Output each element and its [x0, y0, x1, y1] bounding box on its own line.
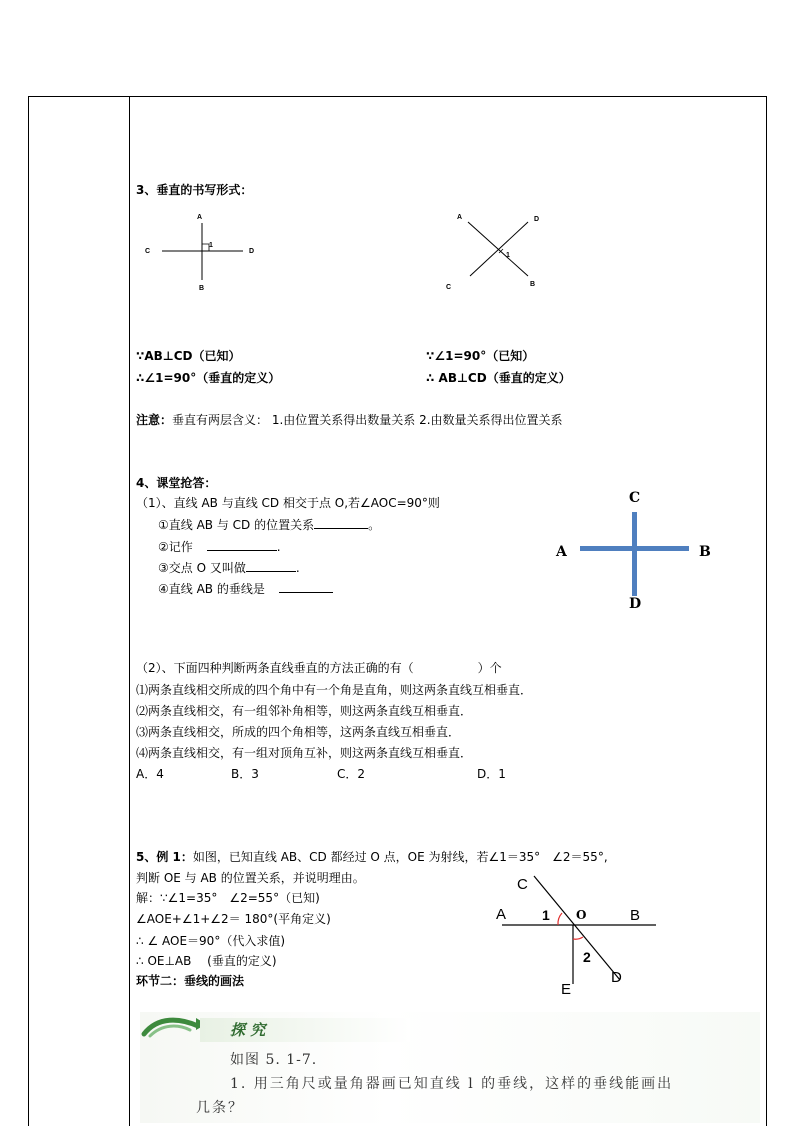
- fig1-label-b: B: [199, 285, 205, 292]
- q1-text: （1）、直线 AB 与直线 CD 相交于点 O,若∠AOC=90°则: [136, 496, 440, 510]
- left-proof-line-1: ∵AB⊥CD（已知）: [136, 349, 241, 363]
- banner-title: 探 究: [230, 1021, 266, 1039]
- excerpt-question-1: 1. 用三角尺或量角器画已知直线 l 的垂线，这样的垂线能画出: [230, 1076, 674, 1092]
- section3-title: 3、垂直的书写形式：: [136, 183, 253, 197]
- example-label-b: B: [630, 907, 641, 924]
- fig2-label-a: A: [457, 214, 463, 221]
- fig2-label-d: D: [534, 216, 540, 223]
- solution-line-4: ∴ OE⊥AB (垂直的定义): [136, 954, 277, 968]
- option-a[interactable]: A．4: [136, 767, 164, 781]
- fig2-label-c: C: [446, 284, 452, 291]
- answer-blank[interactable]: [207, 539, 277, 551]
- answer-blank[interactable]: [314, 517, 368, 529]
- solution-line-1: 解：∵∠1=35° ∠2=55°（已知): [136, 891, 320, 905]
- right-proof-line-1: ∵∠1=90°（已知）: [426, 349, 535, 363]
- option-b[interactable]: B．3: [231, 767, 259, 781]
- fig2-label-b: B: [530, 281, 536, 288]
- option-d[interactable]: D．1: [477, 767, 506, 781]
- solution-line-3: ∴ ∠ AOE＝90°（代入求值): [136, 934, 285, 948]
- excerpt-question-1-cont: 几条？: [196, 1100, 244, 1116]
- q1-item-a: ①直线 AB 与 CD 的位置关系 。: [158, 518, 381, 532]
- example-line-1: 5、例 1：如图，已知直线 AB、CD 都经过 O 点，OE 为射线，若∠1＝35° ∠2＝55°,: [136, 850, 608, 864]
- q2-statement-4: ⑷两条直线相交，有一组对顶角互补，则这两条直线互相垂直．: [136, 746, 473, 760]
- example-label-o: O: [576, 908, 587, 922]
- example-label-angle-2: 2: [583, 949, 591, 965]
- note-text: 垂直有两层含义： 1.由位置关系得出数量关系 2.由数量关系得出位置关系: [172, 413, 563, 427]
- table-left-border: [28, 96, 29, 1126]
- cross-label-a: A: [556, 544, 567, 560]
- section6-title: 环节二：垂线的画法: [136, 974, 245, 988]
- right-proof-line-2: ∴ AB⊥CD（垂直的定义）: [426, 371, 571, 385]
- note-label: 注意：: [136, 413, 173, 427]
- section4-title: 4、课堂抢答：: [136, 476, 217, 490]
- table-top-border: [28, 96, 767, 97]
- fig2-label-angle-1: 1: [506, 252, 510, 259]
- example-label-d: D: [611, 969, 622, 986]
- example-title: 5、例 1：: [136, 850, 193, 864]
- table-right-border: [766, 96, 767, 1126]
- fig1-label-angle-1: 1: [209, 242, 213, 249]
- example-label-e: E: [561, 981, 572, 998]
- example-line-2: 判断 OE 与 AB 的位置关系，并说明理由。: [136, 871, 365, 885]
- q2-statement-3: ⑶两条直线相交，所成的四个角相等，这两条直线互相垂直．: [136, 725, 461, 739]
- q2-statement-2: ⑵两条直线相交，有一组邻补角相等，则这两条直线互相垂直．: [136, 704, 473, 718]
- cross-label-b: B: [699, 544, 711, 560]
- q2-text: （2）、下面四种判断两条直线垂直的方法正确的有（ ）个: [136, 661, 502, 675]
- solution-line-2: ∠AOE+∠1+∠2＝ 180°(平角定义): [136, 912, 331, 926]
- cross-label-d: D: [629, 596, 642, 612]
- fig1-label-c: C: [145, 248, 151, 255]
- q1-item-c: ③交点 O 又叫做 .: [158, 561, 300, 575]
- q1-item-b: ②记作 .: [158, 540, 281, 554]
- fig1-label-d: D: [249, 248, 255, 255]
- answer-blank[interactable]: [279, 581, 333, 593]
- q1-item-d: ④直线 AB 的垂线是: [158, 581, 333, 596]
- example-label-angle-1: 1: [542, 907, 550, 923]
- option-c[interactable]: C．2: [337, 767, 366, 781]
- q2-statement-1: ⑴两条直线相交所成的四个角中有一个角是直角，则这两条直线互相垂直．: [136, 683, 533, 697]
- textbook-excerpt: [140, 1012, 760, 1123]
- example-label-c: C: [517, 876, 528, 893]
- fig1-label-a: A: [197, 214, 203, 221]
- table-column-divider: [129, 96, 130, 1126]
- example-label-a: A: [496, 906, 507, 923]
- excerpt-figure-ref: 如图 5. 1-7.: [230, 1052, 318, 1068]
- note-line: [136, 413, 563, 427]
- cross-label-c: C: [629, 490, 641, 506]
- cross-figure: [570, 505, 700, 600]
- answer-blank[interactable]: [246, 560, 296, 572]
- left-proof-line-2: ∴∠1=90°（垂直的定义）: [136, 371, 281, 385]
